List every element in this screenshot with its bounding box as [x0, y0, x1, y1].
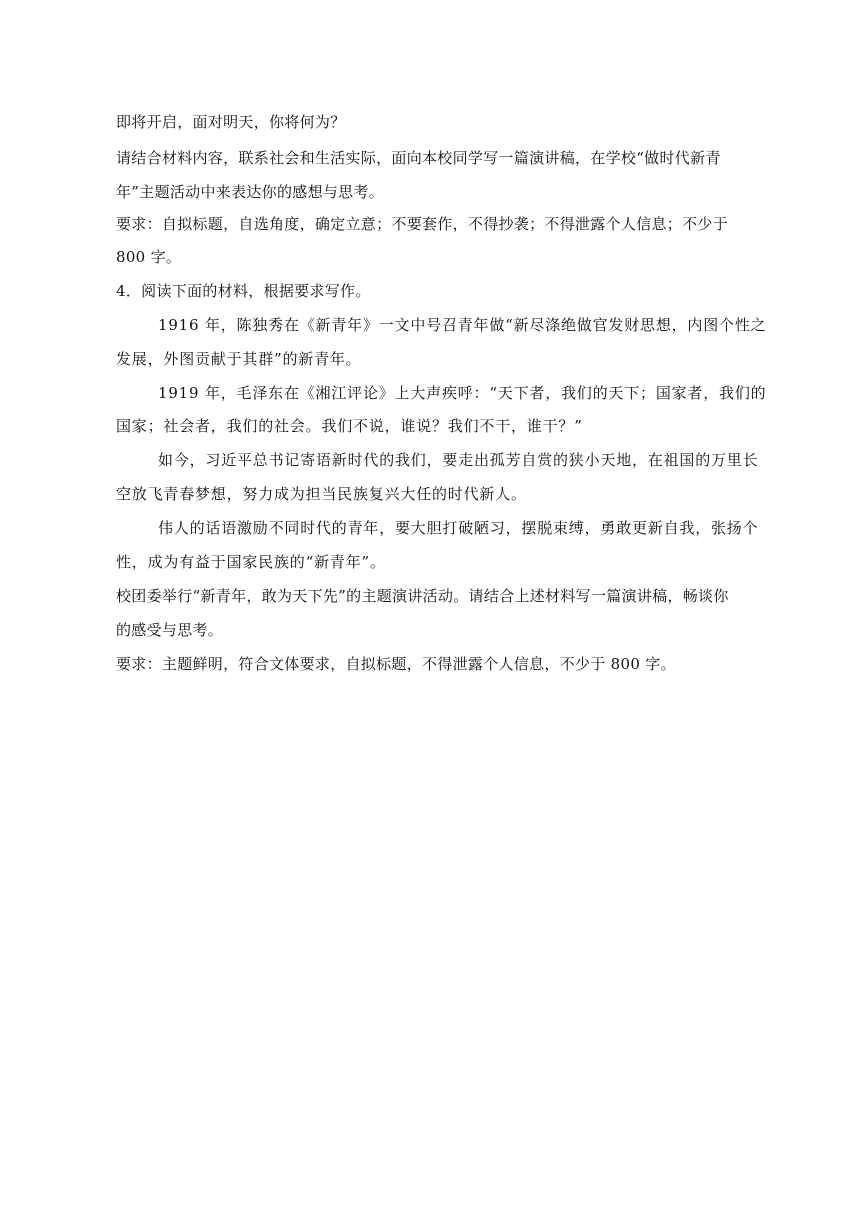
material-line: 1916 年，陈独秀在《新青年》一文中号召青年做“新尽涤绝做官发财思想，内图个性之	[158, 316, 767, 334]
material-line: 性，成为有益于国家民族的“新青年”。	[116, 553, 386, 571]
material-line: 如今，习近平总书记寄语新时代的我们，要走出孤芳自赏的狭小天地，在祖国的万里长	[158, 451, 759, 469]
question-heading: 4．阅读下面的材料，根据要求写作。	[116, 282, 371, 300]
text-line: 的感受与思考。	[116, 621, 224, 639]
material-line: 1919 年，毛泽东在《湘江评论》上大声疾呼：“天下者，我们的天下；国家者，我们的	[158, 384, 767, 402]
text-line: 请结合材料内容，联系社会和生活实际，面向本校同学写一篇演讲稿，在学校“做时代新青	[116, 149, 721, 167]
text-line: 800 字。	[116, 248, 182, 266]
text-line: 校团委举行“新青年，敢为天下先”的主题演讲活动。请结合上述材料写一篇演讲稿，畅谈你	[116, 587, 729, 605]
requirements-line: 要求：主题鲜明，符合文体要求，自拟标题，不得泄露个人信息，不少于 800 字。	[116, 655, 676, 673]
text-line: 即将开启，面对明天，你将何为？	[116, 113, 346, 131]
material-line: 空放飞青春梦想，努力成为担当民族复兴大任的时代新人。	[116, 485, 527, 503]
material-line: 发展，外图贡献于其群”的新青年。	[116, 350, 362, 368]
material-line: 伟人的话语激励不同时代的青年，要大胆打破陋习，摆脱束缚，勇敢更新自我，张扬个	[158, 519, 759, 537]
material-line: 国家；社会者，我们的社会。我们不说，谁说？我们不干，谁干？”	[116, 417, 583, 435]
text-line: 年”主题活动中来表达你的感想与思考。	[116, 183, 385, 201]
text-line: 要求：自拟标题，自选角度，确定立意；不要套作，不得抄袭；不得泄露个人信息；不少于	[116, 215, 729, 233]
